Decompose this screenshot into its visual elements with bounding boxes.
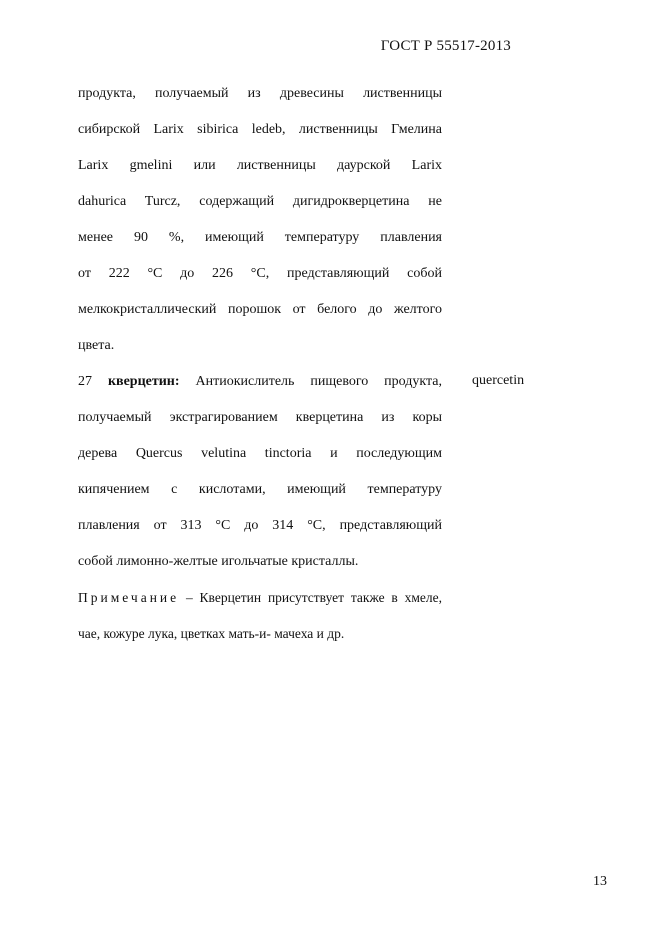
text-line: собой лимонно-желтые игольчатые кристаллы. (78, 554, 359, 569)
term-number: 27 (78, 374, 92, 389)
page-header: ГОСТ Р 55517-2013 (380, 38, 511, 54)
text-line: dahurica Turcz, содержащий дигидрокверцетина не (78, 194, 442, 209)
text-line: менее 90 %, имеющий температуру плавления (78, 230, 442, 245)
text-line: от 222 °С до 226 °С, представляющий собой (78, 266, 442, 281)
note-label: Примечание (78, 590, 180, 605)
note-line: чае, кожуре лука, цветках мать-и- мачеха и др. (78, 626, 345, 641)
term-entry-first-line (78, 364, 442, 400)
main-text-column (78, 76, 442, 652)
text-line: плавления от 313 °С до 314 °С, представляющий (78, 518, 442, 533)
text-line: цвета. (78, 338, 115, 353)
text-line: дерева Quercus velutina tinctoria и последующим (78, 446, 442, 461)
text-line: мелкокристаллический порошок от белого до желтого (78, 302, 442, 317)
text-line: сибирской Larix sibirica ledeb, лиственницы Гмелина (78, 122, 442, 137)
text-line: Larix gmelini или лиственницы даурской Larix (78, 158, 442, 173)
page-number: 13 (593, 874, 607, 889)
text-line: получаемый экстрагированием кверцетина из коры (78, 410, 442, 425)
note-text-start: – Кверцетин присутствует также в хмеле, (185, 590, 442, 605)
text-line: кипячением с кислотами, имеющий температуру (78, 482, 442, 497)
text-line: продукта, получаемый из древесины лиственницы (78, 86, 442, 101)
note-first-line (78, 580, 442, 616)
term-definition-start: Антиокислитель пищевого продукта, (195, 374, 443, 389)
term-name: кверцетин: (107, 374, 180, 389)
english-equivalent: quercetin (472, 373, 525, 388)
